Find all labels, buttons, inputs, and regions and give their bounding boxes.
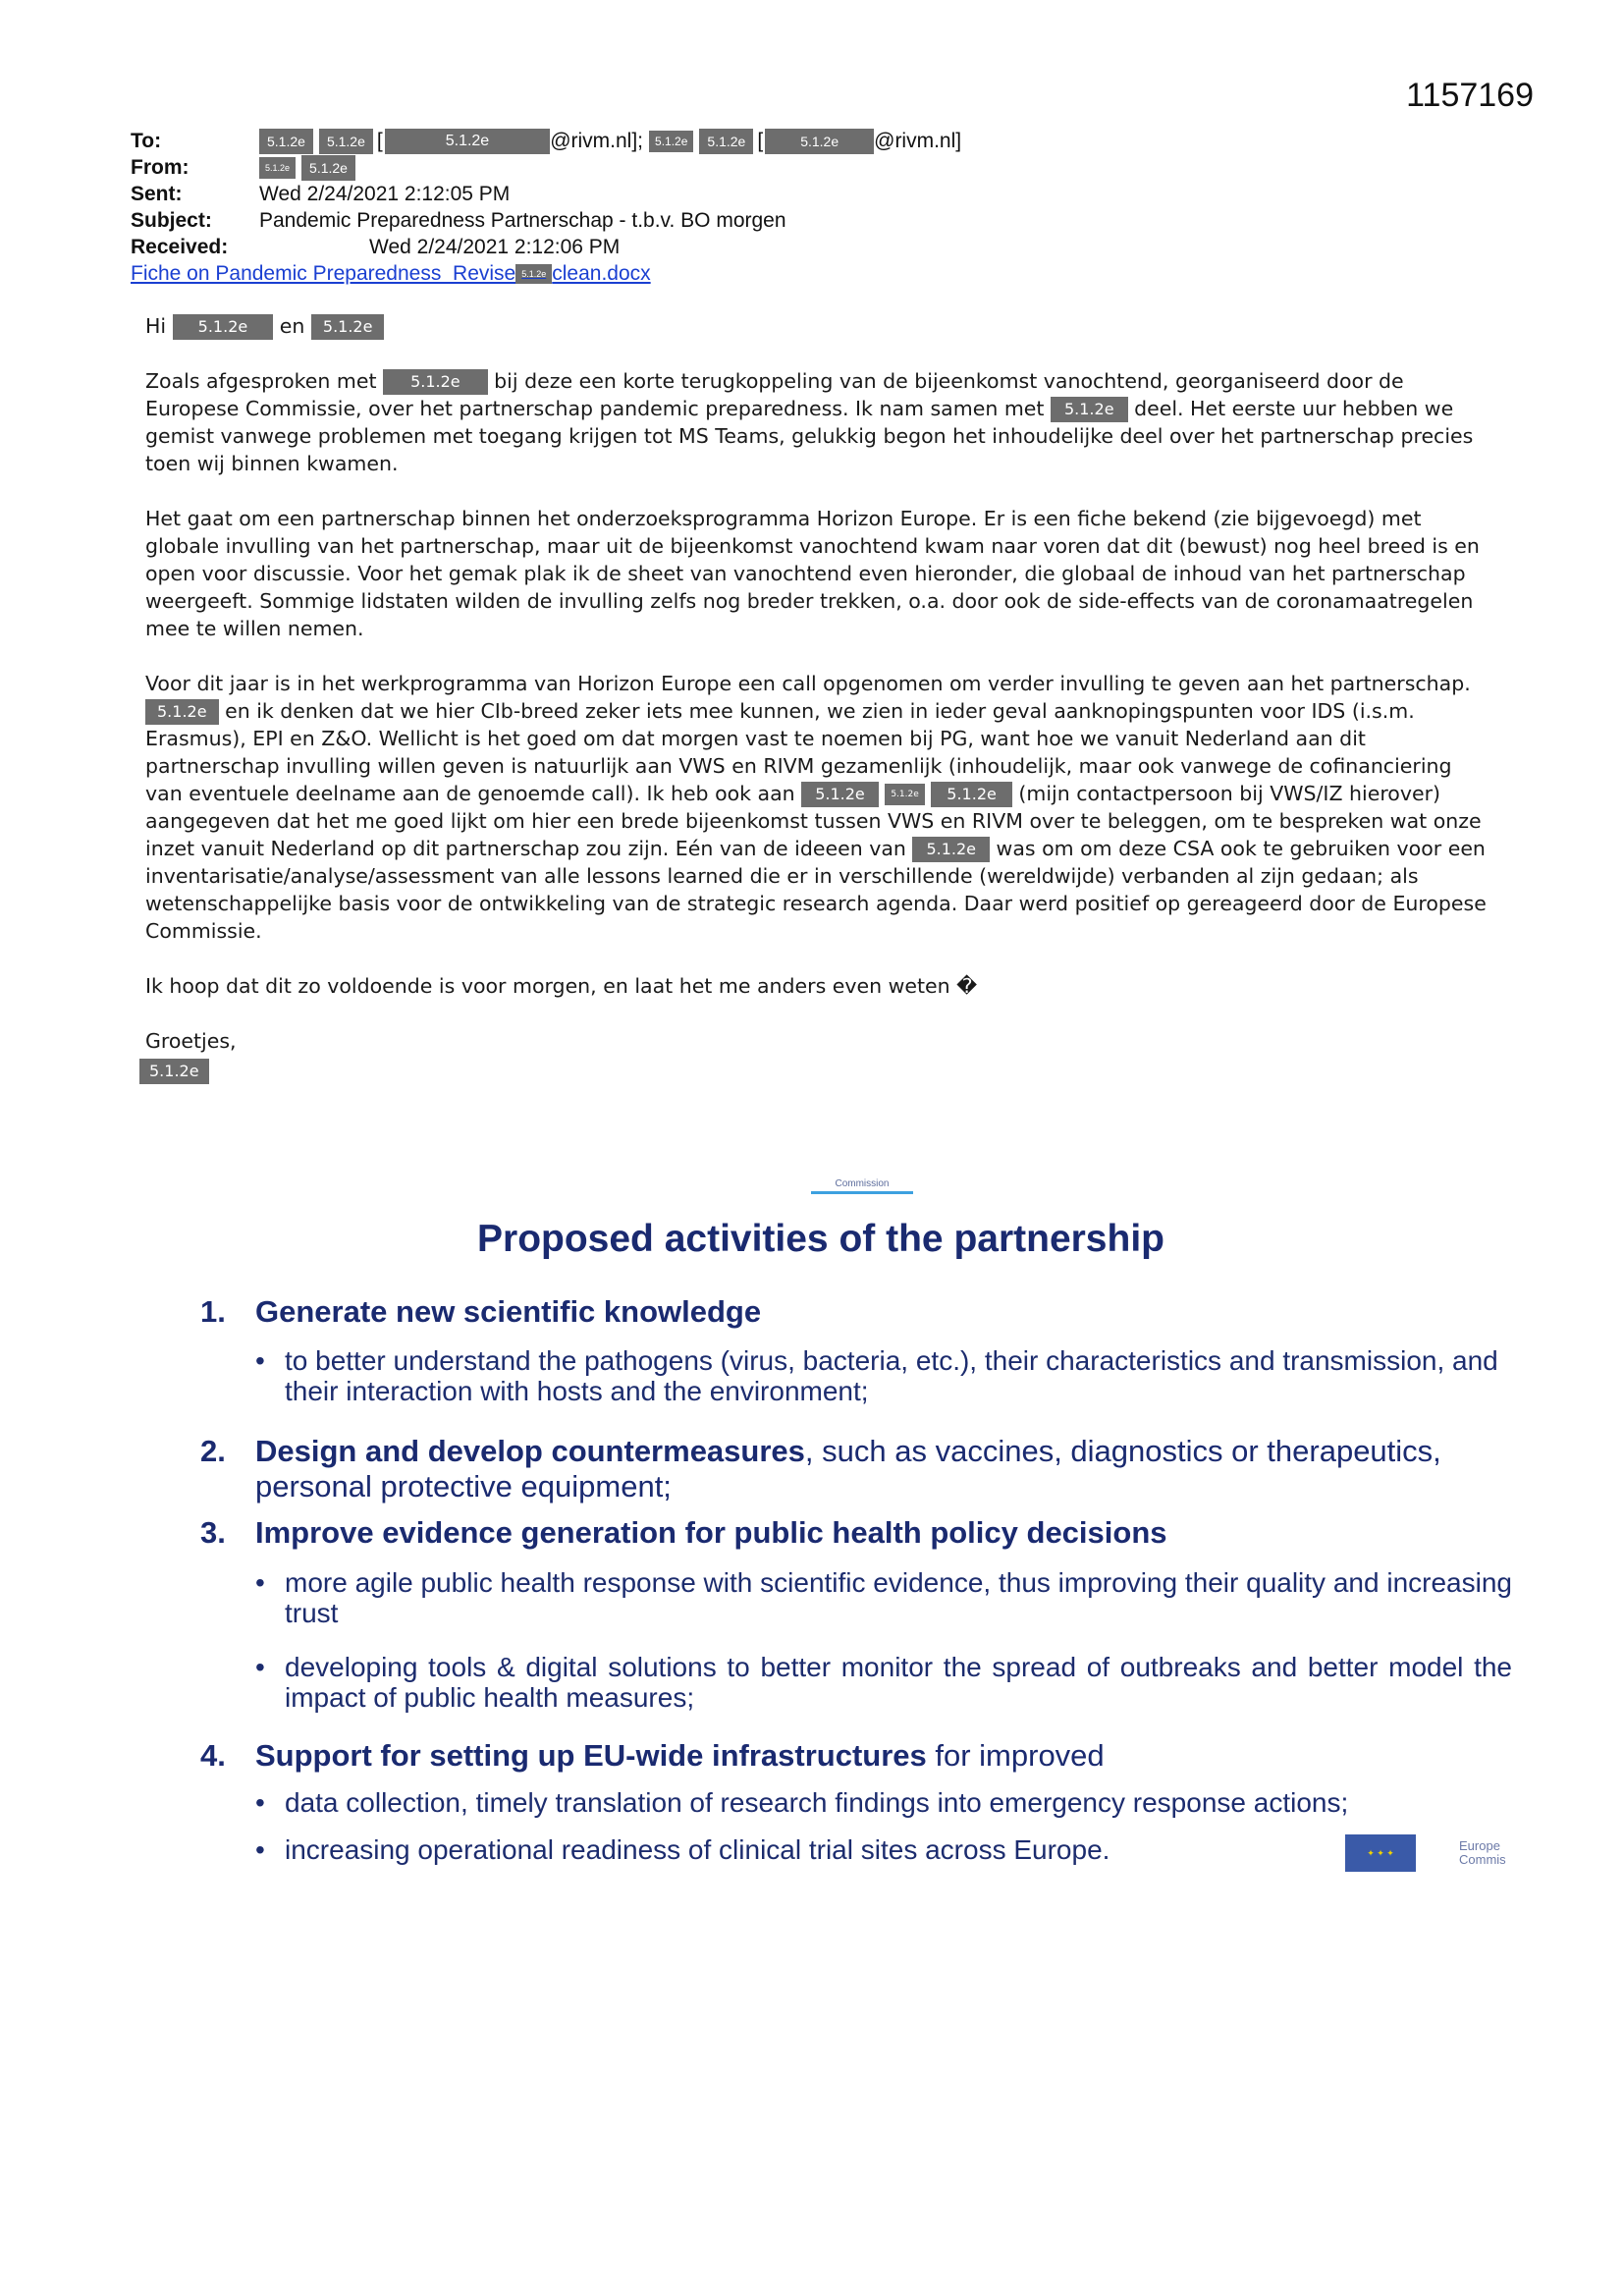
subject-row <box>131 207 1525 234</box>
document-id: 1157169 <box>1406 77 1534 114</box>
to-label: To: <box>131 130 162 152</box>
greeting-hi: Hi <box>145 314 167 338</box>
received-value: Wed 2/24/2021 2:12:06 PM <box>369 236 621 258</box>
subject-value: Pandemic Preparedness Partnerschap - t.b.v. BO morgen <box>259 209 786 232</box>
redaction: 5.1.2e <box>173 314 274 340</box>
embedded-slide <box>157 1178 1512 1886</box>
paragraph-1-a: Zoals afgesproken met <box>145 369 377 393</box>
slide-title: Proposed activities of the partnership <box>477 1218 1164 1260</box>
redaction: 5.1.2e <box>139 1059 209 1084</box>
bullet-5 <box>255 1834 1316 1865</box>
closing: Groetjes, <box>145 1029 237 1053</box>
bullet-4 <box>255 1787 1512 1818</box>
sent-row <box>131 181 1525 207</box>
paragraph-1 <box>145 367 1490 477</box>
redaction: 5.1.2e <box>649 131 693 152</box>
bullet-text: to better understand the pathogens (virus, bacteria, etc.), their characteristics and transmission, and their interaction with hosts and the environment; <box>285 1345 1498 1406</box>
redaction: 5.1.2e <box>699 129 753 154</box>
eu-commission-logo <box>1345 1832 1512 1874</box>
bullet-dot: • <box>255 1567 265 1598</box>
redaction: 5.1.2e <box>145 699 219 725</box>
from-value <box>241 155 355 181</box>
sent-label: Sent: <box>131 183 183 205</box>
paragraph-3-a: Voor dit jaar is in het werkprogramma van Horizon Europe een call opgenomen om verder invulling te geven aan het partnerschap. <box>145 672 1471 695</box>
to-value <box>241 128 961 154</box>
redaction: 5.1.2e <box>259 129 313 154</box>
item-number: 4. <box>200 1738 226 1773</box>
redaction: 5.1.2e <box>301 155 355 181</box>
redaction: 5.1.2e <box>801 782 879 807</box>
to-domain-1: @rivm.nl]; <box>550 130 644 152</box>
paragraph-3-b: en ik denken dat we hier CIb-breed zeker iets mee kunnen, we zien in ieder geval aanknopingspunten voor IDS (i.s.m. Erasmus), EPI en Z&O. Wellicht is het goed om dat morgen vast te noemen bij PG, want hoe we vanuit Nederland aan dit partnerschap invulling willen geven is natuurlijk aan VWS en RIVM gezamenlijk (inhoudelijk, maar ook vanwege de cofinanciering van eventuele deelname aan de genoemde call). Ik heb ook aan <box>145 699 1452 805</box>
redaction: 5.1.2e <box>515 264 552 284</box>
activity-item-2 <box>200 1434 1512 1504</box>
attachment-name-part2: clean.docx <box>552 262 651 285</box>
ec-logo <box>811 1178 913 1194</box>
paragraph-3-c: (mijn contactpersoon bij VWS/IZ hierover) aangegeven dat het me goed lijkt om hier een brede bijeenkomst tussen VWS en RIVM over te beleggen, om te bespreken wat onze inzet vanuit Nederland op dit partnerschap zou zijn. Eén van de ideeen van <box>145 782 1482 860</box>
subject-label: Subject: <box>131 209 212 232</box>
bracket-open: [ <box>757 130 764 152</box>
paragraph-4: Ik hoop dat dit zo voldoende is voor morgen, en laat het me anders even weten � <box>145 974 978 998</box>
received-label: Received: <box>131 236 229 258</box>
attachment-name-part1: Fiche on Pandemic Preparedness_Revise <box>131 262 516 285</box>
item-title: Design and develop countermeasures <box>255 1434 805 1468</box>
ec-logo-text: Commission <box>835 1178 890 1189</box>
item-number: 3. <box>200 1515 226 1550</box>
item-number: 1. <box>200 1294 226 1329</box>
redaction: 5.1.2e <box>311 314 385 340</box>
activity-item-1 <box>200 1294 761 1330</box>
redaction: 5.1.2e <box>931 782 1012 807</box>
paragraph-1-c: deel. Het eerste uur hebben we gemist vanwege problemen met toegang krijgen tot MS Teams, gelukkig begon het inhoudelijke deel over het partnerschap precies toen wij binnen kwamen. <box>145 397 1474 475</box>
redaction: 5.1.2e <box>912 837 990 862</box>
activity-item-4 <box>200 1738 1105 1774</box>
bullet-text: more agile public health response with scientific evidence, thus improving their quality and increasing trust <box>285 1567 1512 1628</box>
redaction: 5.1.2e <box>385 129 550 154</box>
ec-logo-bar <box>811 1191 913 1194</box>
bullet-3 <box>255 1652 1512 1713</box>
item-title: Improve evidence generation for public health policy decisions <box>255 1515 1167 1550</box>
bullet-dot: • <box>255 1652 265 1682</box>
bullet-dot: • <box>255 1834 265 1865</box>
redaction: 5.1.2e <box>319 129 373 154</box>
eu-logo-text: Europe Commis <box>1459 1838 1506 1867</box>
bullet-1 <box>255 1345 1512 1406</box>
redaction: 5.1.2e <box>1051 397 1128 422</box>
bracket-open: [ <box>376 130 383 152</box>
greeting <box>145 312 1490 340</box>
paragraph-3 <box>145 670 1490 945</box>
bullet-2 <box>255 1567 1512 1628</box>
bullet-text: data collection, timely translation of research findings into emergency response actions; <box>285 1787 1349 1818</box>
eu-stars-icon: ✦ ✦ ✦ <box>1367 1848 1394 1858</box>
bullet-text: increasing operational readiness of clinical trial sites across Europe. <box>285 1834 1110 1865</box>
signature <box>145 1057 1490 1084</box>
paragraph-2: Het gaat om een partnerschap binnen het onderzoeksprogramma Horizon Europe. Er is een fiche bekend (zie bijgevoegd) met globale invulling van het partnerschap, maar uit de bijeenkomst vanochtend kwam naar voren dat dit (bewust) nog heel breed is en open voor discussie. Voor het gemak plak ik de sheet van vanochtend even hieronder, die globaal de inhoud van het partnerschap weergeeft. Sommige lidstaten wilden de invulling zelfs nog breder trekken, o.a. door ook de side-effects van de coronamaatregelen mee te willen nemen. <box>145 507 1480 640</box>
email-body <box>145 312 1490 1084</box>
to-domain-2: @rivm.nl] <box>874 130 962 152</box>
redaction: 5.1.2e <box>383 369 488 395</box>
attachment-link[interactable] <box>131 260 1525 287</box>
item-title: Support for setting up EU-wide infrastructures <box>255 1738 927 1773</box>
redaction: 5.1.2e <box>765 129 874 154</box>
item-rest: for improved <box>926 1738 1105 1773</box>
from-label: From: <box>131 156 189 179</box>
from-row <box>131 154 1525 181</box>
received-row <box>131 234 1525 260</box>
redaction: 5.1.2e <box>259 157 296 179</box>
greeting-en: en <box>279 314 305 338</box>
item-title: Generate new scientific knowledge <box>255 1294 762 1329</box>
eu-flag-icon <box>1345 1834 1416 1872</box>
bullet-text: developing tools & digital solutions to better monitor the spread of outbreaks and better model the impact of public health measures; <box>285 1652 1512 1713</box>
paragraph-1-b: bij deze een korte terugkoppeling van de bijeenkomst vanochtend, georganiseerd door de Europese Commissie, over het partnerschap pandemic preparedness. Ik nam samen met <box>145 369 1404 420</box>
item-rest: , such as vaccines, diagnostics or therapeutics, personal protective equipment; <box>255 1434 1441 1503</box>
sent-value: Wed 2/24/2021 2:12:05 PM <box>259 183 511 205</box>
bullet-dot: • <box>255 1787 265 1818</box>
item-number: 2. <box>200 1434 226 1468</box>
email-header <box>131 128 1525 287</box>
bullet-dot: • <box>255 1345 265 1376</box>
redaction: 5.1.2e <box>885 784 924 805</box>
to-row <box>131 128 1525 154</box>
paragraph-3-d: was om om deze CSA ook te gebruiken voor een inventarisatie/analyse/assessment van alle lessons learned die er in verschillende (wereldwijde) verbanden al zijn gedaan; als wetenschappelijke basis voor de ontwikkeling van de strategic research agenda. Daar werd positief op gereageerd door de Europese Commissie. <box>145 837 1487 943</box>
activity-item-3 <box>200 1515 1167 1551</box>
